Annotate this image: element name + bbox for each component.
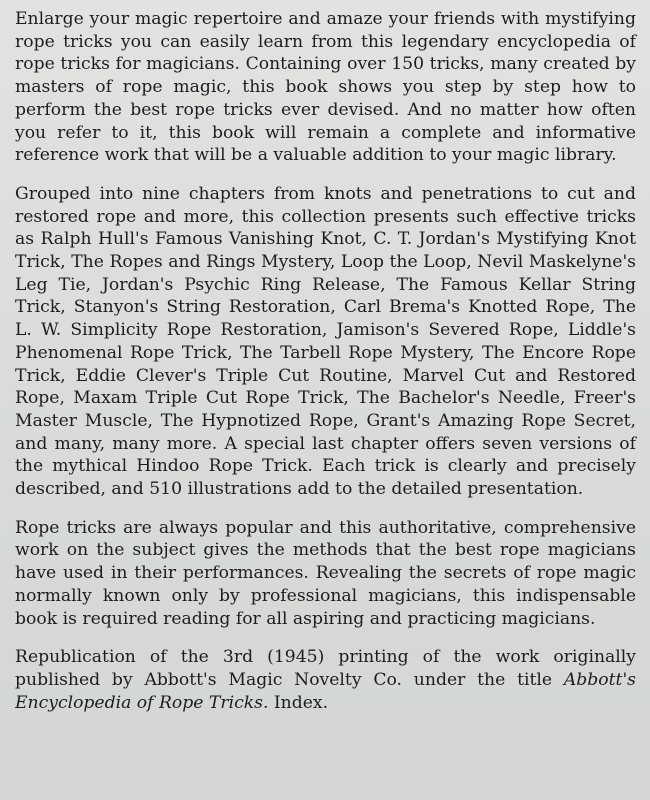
description-paragraph-2: Grouped into nine chapters from knots and penetrations to cut and restored rope and more, this collection presents such effective tricks as Ralph Hull's Famous Vanishing Knot, C. T. Jordan's Mystifying Knot Trick, The Ropes and Rings Mystery, Loop the Loop, Nevil Maskelyne's Leg Tie, Jordan's Psychic Ring Release, The Famous Kellar String Trick, Stanyon's String Restoration, Carl Brema's Knotted Rope, The L. W. Simplicity Rope Restoration, Jamison's Severed Rope, Liddle's Phenomenal Rope Trick, The Tarbell Rope Mystery, The Encore Rope Trick, Eddie Clever's Triple Cut Routine, Marvel Cut and Restored Rope, Maxam Triple Cut Rope Trick, The Bachelor's Needle, Freer's Master Muscle, The Hypnotized Rope, Grant's Amazing Rope Secret, and many, many more. A special last chapter offers seven versions of the mythical Hindoo Rope Trick. Each trick is clearly and precisely described, and 510 illustrations add to the detailed presentation. (15, 183, 636, 500)
description-paragraph-1: Enlarge your magic repertoire and amaze your friends with mystifying rope tricks you can easily learn from this legendary encyclopedia of rope tricks for magicians. Containing over 150 tricks, many created by masters of rope magic, this book shows you step by step how to perform the best rope tricks ever devised. And no matter how often you refer to it, this book will remain a complete and informative reference work that will be a valuable addition to your magic library. (15, 9, 636, 166)
publication-note-text: Republication of the 3rd (1945) printing of the work originally published by Abbott's Magic Novelty Co. under the title (15, 647, 636, 690)
publication-note (15, 646, 636, 714)
original-book-title: Abbott's Encyclopedia of Rope Tricks. (15, 669, 636, 713)
publication-note-index: Index. (268, 692, 329, 713)
description-paragraph-3: Rope tricks are always popular and this authoritative, comprehensive work on the subject gives the methods that the best rope magicians have used in their performances. Revealing the secrets of rope magic normally known only by professional magicians, this indispensable book is required reading for all aspiring and practicing magicians. (15, 517, 636, 629)
